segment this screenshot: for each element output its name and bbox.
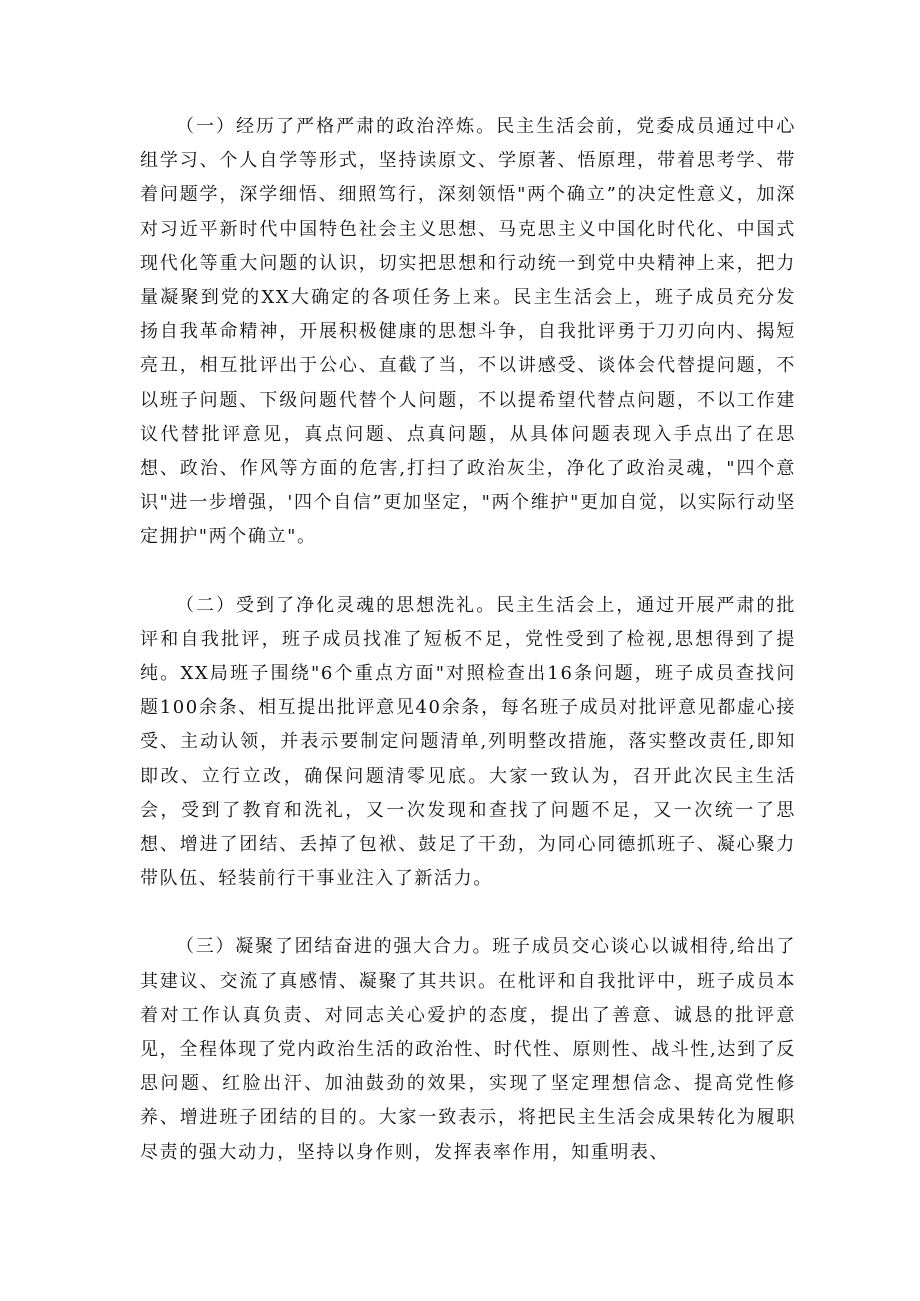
document-body bbox=[140, 110, 796, 1170]
paragraph-2: （二）受到了净化灵魂的思想洗礼。民主生活会上，通过开展严肃的批评和自我批评，班子成员找准了短板不足，党性受到了检视,思想得到了提纯。XX局班子围绕"6个重点方面"对照检查出16条问题，班子成员查找问题100余条、相互提出批评意见40余条，每名班子成员对批评意见都虚心接受、主动认领，并表示要制定问题清单,列明整改措施，落实整改责任,即知即改、立行立改，确保问题清零见底。大家一致认为，召开此次民主生活会，受到了教育和洗礼，又一次发现和查找了问题不足，又一次统一了思想、增进了团结、丢掉了包袱、鼓足了干劲，为同心同德抓班子、凝心聚力带队伍、轻装前行干事业注入了新活力。 bbox=[140, 594, 796, 890]
paragraph-1: （一）经历了严格严肃的政治淬炼。民主生活会前，党委成员通过中心组学习、个人自学等形式，坚持读原文、学原著、悟原理，带着思考学、带着问题学，深学细悟、细照笃行，深刻领悟"两个确立”的决定性意义，加深对习近平新时代中国特色社会主义思想、马克思主义中国化时代化、中国式现代化等重大问题的认识，切实把思想和行动统一到党中央精神上来，把力量凝聚到党的XX大确定的各项任务上来。民主生活会上，班子成员充分发扬自我革命精神，开展积极健康的思想斗争，自我批评勇于刀刃向内、揭短亮丑，相互批评出于公心、直截了当，不以讲感受、谈体会代替提问题，不以班子问题、下级问题代替个人问题，不以提希望代替点问题，不以工作建议代替批评意见，真点问题、点真问题，从具体问题表现入手点出了在思想、政治、作风等方面的危害,打扫了政治灰尘，净化了政治灵魂，"四个意识"进一步增强，'四个自信”更加坚定，"两个维护"更加自觉，以实际行动坚定拥护"两个确立"。 bbox=[140, 116, 796, 548]
paragraph-3: （三）凝聚了团结奋进的强大合力。班子成员交心谈心以诚相待,给出了其建议、交流了真感情、凝聚了其共识。在枇评和自我批评中，班子成员本着对工作认真负责、对同志关心爱护的态度，提出了善意、诚恳的批评意见，全程体现了党内政治生活的政治性、时代性、原则性、战斗性,达到了反思问题、红脸出汗、加油鼓劲的效果，实现了坚定理想信念、提高党性修养、增进班子团结的目的。大家一致表示，将把民主生活会成果转化为履职尽责的强大动力，坚持以身作则，发挥表率作用，知重明表、 bbox=[140, 936, 796, 1163]
